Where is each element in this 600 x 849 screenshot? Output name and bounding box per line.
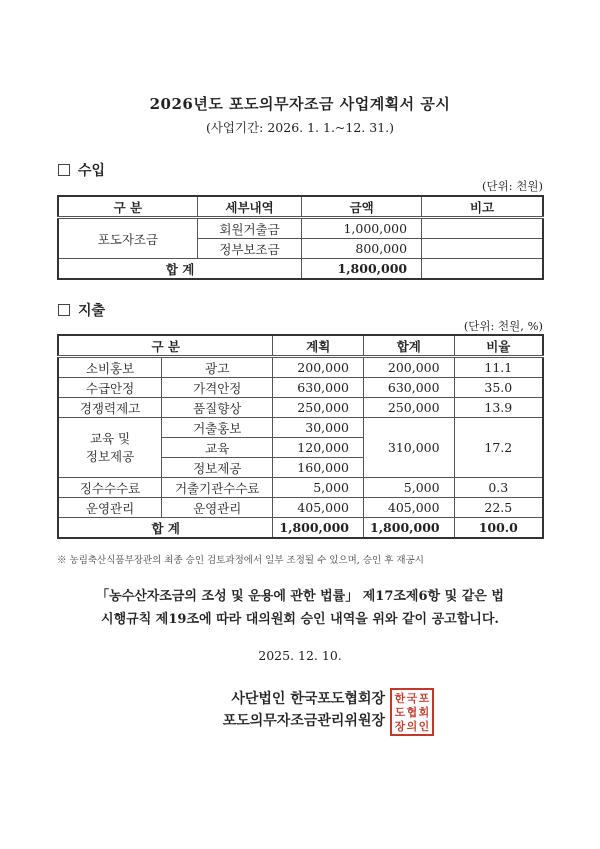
expense-total-ratio: 100.0 <box>454 518 543 539</box>
expense-ratio: 35.0 <box>454 378 543 398</box>
table-row <box>58 418 543 438</box>
expense-detail: 가격안정 <box>162 378 273 398</box>
expense-sum: 5,000 <box>364 478 455 498</box>
expense-plan: 630,000 <box>273 378 364 398</box>
expense-category: 경쟁력제고 <box>58 398 162 418</box>
expense-plan: 30,000 <box>273 418 364 438</box>
expense-plan: 405,000 <box>273 498 364 518</box>
expense-table <box>57 334 544 539</box>
table-row <box>58 378 543 398</box>
expense-sum: 250,000 <box>364 398 455 418</box>
expense-detail: 운영관리 <box>162 498 273 518</box>
income-amount: 1,000,000 <box>302 218 422 239</box>
group-category-line1: 교육 및 <box>89 430 131 446</box>
table-row <box>58 498 543 518</box>
expense-detail: 정보제공 <box>162 458 273 478</box>
expense-category: 소비홍보 <box>58 357 162 378</box>
expense-detail: 교육 <box>162 438 273 458</box>
expense-ratio: 13.9 <box>454 398 543 418</box>
seal-char: 한 <box>394 692 406 705</box>
table-row <box>58 218 543 239</box>
expense-sum: 630,000 <box>364 378 455 398</box>
document-title: 2026년도 포도의무자조금 사업계획서 공시 <box>149 95 451 113</box>
income-total-label: 합 계 <box>58 259 302 280</box>
expense-detail: 품질향상 <box>162 398 273 418</box>
expense-plan: 5,000 <box>273 478 364 498</box>
expense-detail: 거출홍보 <box>162 418 273 438</box>
col-note: 비고 <box>422 196 543 218</box>
income-note <box>422 239 543 259</box>
group-category-line2: 정보제공 <box>85 448 135 464</box>
expense-plan: 250,000 <box>273 398 364 418</box>
col-category: 구 분 <box>58 335 273 357</box>
income-note <box>422 218 543 239</box>
checkbox-square-icon <box>58 304 70 316</box>
income-category: 포도자조금 <box>58 218 197 259</box>
income-section-heading <box>58 160 105 180</box>
income-detail: 정부보조금 <box>197 239 302 259</box>
income-total-row <box>58 259 543 280</box>
signature-line-1: 사단법인 한국포도협회장 <box>231 691 385 707</box>
seal-char: 회 <box>418 706 430 719</box>
seal-char: 포 <box>418 692 430 705</box>
checkbox-square-icon <box>58 164 70 176</box>
expense-group-sum: 310,000 <box>364 418 455 478</box>
expense-ratio: 11.1 <box>454 357 543 378</box>
expense-header-row <box>58 335 543 357</box>
expense-unit: (단위: 천원, %) <box>463 319 543 333</box>
expense-group-category <box>58 418 162 478</box>
income-total-note <box>422 259 543 280</box>
seal-char: 도 <box>394 706 406 719</box>
income-detail: 회원거출금 <box>197 218 302 239</box>
signature-block <box>223 688 385 732</box>
income-unit: (단위: 천원) <box>482 179 543 193</box>
expense-sum: 200,000 <box>364 357 455 378</box>
expense-ratio: 22.5 <box>454 498 543 518</box>
col-ratio: 비율 <box>454 335 543 357</box>
col-detail: 세부내역 <box>197 196 302 218</box>
expense-section-heading <box>58 300 105 320</box>
expense-total-plan: 1,800,000 <box>273 518 364 539</box>
income-table <box>57 195 544 280</box>
seal-char: 인 <box>418 720 430 733</box>
notice-date: 2025. 12. 10. <box>258 648 342 663</box>
notice-line-1: 「농수산자조금의 조성 및 운용에 관한 법률」 제17조제6항 및 같은 법 <box>96 589 504 604</box>
official-seal-icon <box>390 688 434 736</box>
col-plan: 계획 <box>273 335 364 357</box>
income-total-amount: 1,800,000 <box>302 259 422 280</box>
seal-char: 의 <box>406 720 418 733</box>
table-row <box>58 478 543 498</box>
expense-total-label: 합 계 <box>58 518 273 539</box>
seal-char: 협 <box>406 706 418 719</box>
business-period: (사업기간: 2026. 1. 1.~12. 31.) <box>205 120 395 135</box>
expense-total-sum: 1,800,000 <box>364 518 455 539</box>
expense-plan: 160,000 <box>273 458 364 478</box>
signature-line-2: 포도의무자조금관리위원장 <box>222 713 385 729</box>
expense-ratio: 0.3 <box>454 478 543 498</box>
expense-section-label: 지출 <box>78 303 106 319</box>
col-sum: 합계 <box>364 335 455 357</box>
footnote: ※ 농림축산식품부장관의 최종 승인 검토과정에서 일부 조정될 수 있으며, 승인 후 재공시 <box>57 555 424 566</box>
expense-detail: 광고 <box>162 357 273 378</box>
income-section-label: 수입 <box>78 163 106 179</box>
income-header-row <box>58 196 543 218</box>
income-amount: 800,000 <box>302 239 422 259</box>
table-row <box>58 398 543 418</box>
expense-detail: 거출기관수수료 <box>162 478 273 498</box>
expense-plan: 200,000 <box>273 357 364 378</box>
expense-category: 징수수수료 <box>58 478 162 498</box>
expense-category: 운영관리 <box>58 498 162 518</box>
seal-char: 국 <box>406 692 418 705</box>
col-amount: 금액 <box>302 196 422 218</box>
expense-category: 수급안정 <box>58 378 162 398</box>
table-row <box>58 357 543 378</box>
expense-plan: 120,000 <box>273 438 364 458</box>
col-category: 구 분 <box>58 196 197 218</box>
expense-total-row <box>58 518 543 539</box>
notice-line-2: 시행규칙 제19조에 따라 대의원회 승인 내역을 위와 같이 공고합니다. <box>101 612 499 627</box>
expense-group-ratio: 17.2 <box>454 418 543 478</box>
seal-char: 장 <box>394 720 406 733</box>
expense-sum: 405,000 <box>364 498 455 518</box>
